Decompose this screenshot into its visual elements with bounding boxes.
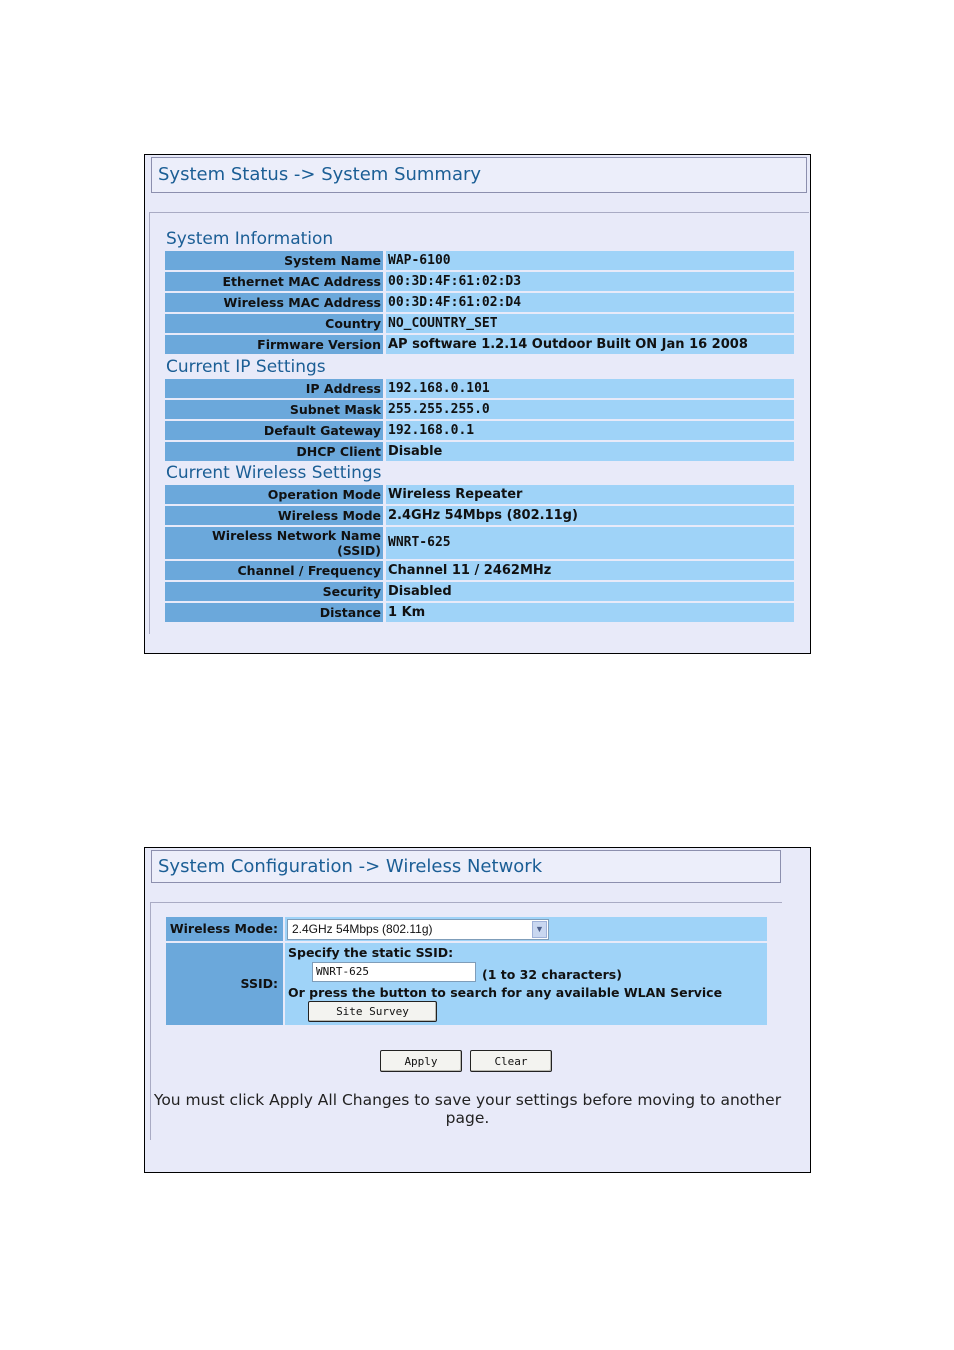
info-row-ip-address [165,379,794,398]
row-label: Firmware Version [165,335,383,354]
row-value: 2.4GHz 54Mbps (802.11g) [386,506,794,525]
info-row-system-name [165,251,794,270]
row-value: NO_COUNTRY_SET [386,314,794,333]
row-value: Wireless Repeater [386,485,794,504]
page-title: System Configuration -> Wireless Network [151,850,781,883]
clear-button[interactable]: Clear [470,1050,552,1072]
site-survey-button[interactable]: Site Survey [308,1001,437,1022]
search-wlan-text: Or press the button to search for any available WLAN Service [288,985,723,1000]
row-label: System Name [165,251,383,270]
row-value: Disable [386,442,794,461]
info-row-country [165,314,794,333]
save-notice: You must click Apply All Changes to save your settings before moving to another page. [153,1091,782,1127]
row-label: Security [165,582,383,601]
row-label: Operation Mode [165,485,383,504]
wireless-mode-selected-value: 2.4GHz 54Mbps (802.11g) [292,922,433,936]
info-row-firmware-version [165,335,794,354]
ssid-input-value: WNRT-625 [316,965,369,978]
ssid-hint: (1 to 32 characters) [482,967,622,982]
divider [149,212,150,634]
info-row-wireless-mode [165,506,794,525]
row-value: 192.168.0.1 [386,421,794,440]
divider [149,212,809,213]
row-label: Distance [165,603,383,622]
ssid-input[interactable] [312,962,476,982]
system-summary-panel [144,154,811,654]
info-row-subnet-mask [165,400,794,419]
section-heading-wireless-settings: Current Wireless Settings [166,463,382,483]
info-row-operation-mode [165,485,794,504]
page-title: System Status -> System Summary [151,157,807,193]
row-label: Wireless MAC Address [165,293,383,312]
row-label: Default Gateway [165,421,383,440]
wireless-network-panel [144,847,811,1173]
info-row-distance [165,603,794,622]
wireless-mode-label: Wireless Mode: [166,917,283,941]
row-value: 255.255.255.0 [386,400,794,419]
section-heading-system-information: System Information [166,229,334,249]
row-label: Country [165,314,383,333]
info-row-wireless-mac [165,293,794,312]
row-value: 00:3D:4F:61:02:D3 [386,272,794,291]
row-label: Wireless Network Name (SSID) [165,527,383,559]
row-value: 1 Km [386,603,794,622]
info-row-channel-frequency [165,561,794,580]
row-value: Disabled [386,582,794,601]
row-label: Subnet Mask [165,400,383,419]
row-value: AP software 1.2.14 Outdoor Built ON Jan 16 2008 [386,335,794,354]
row-value: 192.168.0.101 [386,379,794,398]
apply-button[interactable]: Apply [380,1050,462,1072]
row-label: Channel / Frequency [165,561,383,580]
section-heading-ip-settings: Current IP Settings [166,357,326,377]
info-row-dhcp-client [165,442,794,461]
row-value: WAP-6100 [386,251,794,270]
wireless-mode-select[interactable] [287,919,549,940]
chevron-down-icon[interactable]: ▼ [532,921,547,938]
info-row-security [165,582,794,601]
row-label: IP Address [165,379,383,398]
row-value: 00:3D:4F:61:02:D4 [386,293,794,312]
row-value: WNRT-625 [386,527,794,559]
row-label: Wireless Mode [165,506,383,525]
info-row-ethernet-mac [165,272,794,291]
info-row-default-gateway [165,421,794,440]
divider [150,902,782,903]
row-label: Ethernet MAC Address [165,272,383,291]
ssid-label: SSID: [166,943,283,1025]
ssid-specify-text: Specify the static SSID: [288,945,454,960]
row-label: DHCP Client [165,442,383,461]
row-value: Channel 11 / 2462MHz [386,561,794,580]
info-row-ssid [165,527,794,559]
